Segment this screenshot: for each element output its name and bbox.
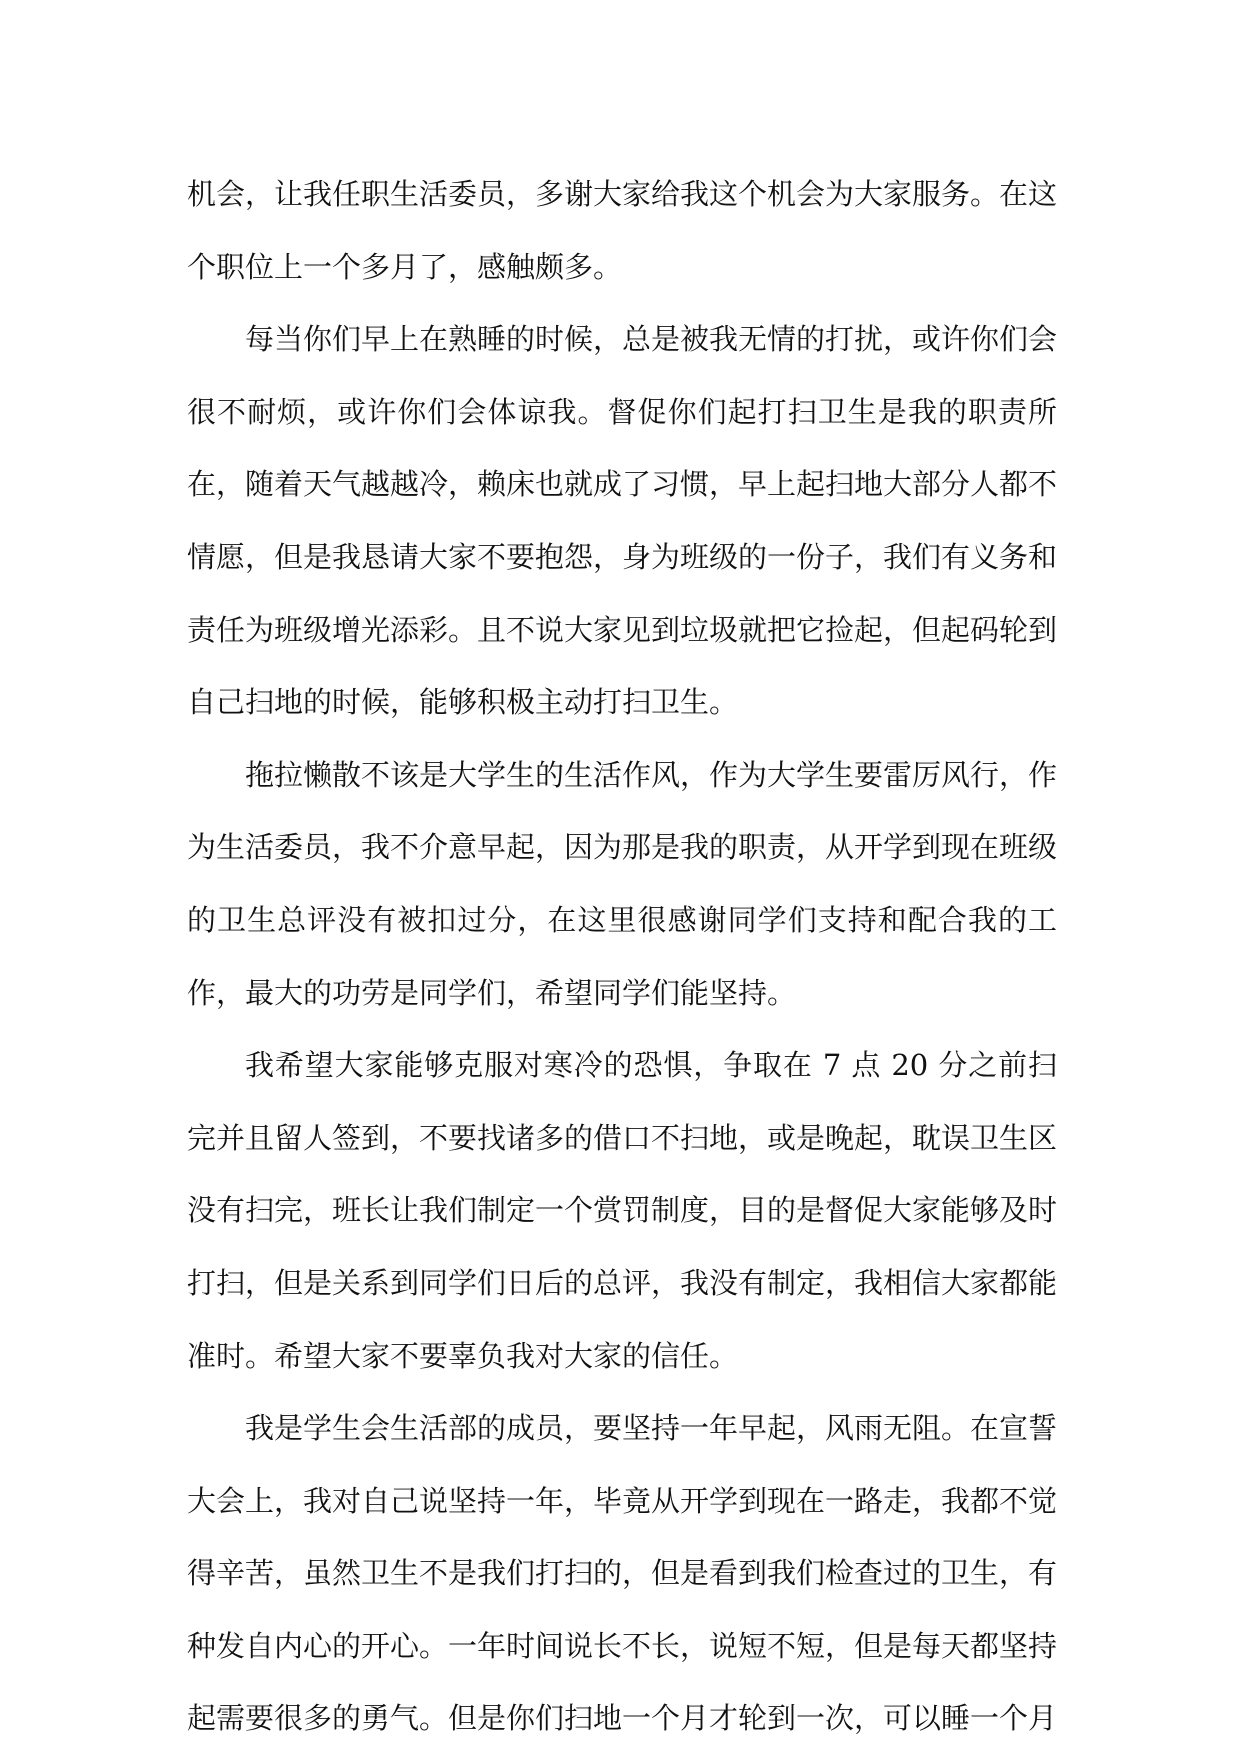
document-body xyxy=(187,158,1057,1755)
paragraph-4: 我希望大家能够克服对寒冷的恐惧，争取在 7 点 20 分之前扫完并且留人签到，不要找诸多的借口不扫地，或是晚起，耽误卫生区没有扫完，班长让我们制定一个赏罚制度，目的是督促大家能够及时打扫，但是关系到同学们日后的总评，我没有制定，我相信大家都能准时。希望大家不要辜负我对大家的信任。 xyxy=(187,1048,1058,1373)
paragraph-1: 机会，让我任职生活委员，多谢大家给我这个机会为大家服务。在这个职位上一个多月了，感触颇多。 xyxy=(187,177,1058,284)
paragraph-2: 每当你们早上在熟睡的时候，总是被我无情的打扰，或许你们会很不耐烦，或许你们会体谅我。督促你们起打扫卫生是我的职责所在，随着天气越越冷，赖床也就成了习惯，早上起扫地大部分人都不情愿，但是我恳请大家不要抱怨，身为班级的一份子，我们有义务和责任为班级增光添彩。且不说大家见到垃圾就把它捡起，但起码轮到自己扫地的时候，能够积极主动打扫卫生。 xyxy=(187,322,1058,720)
paragraph-5: 我是学生会生活部的成员，要坚持一年早起，风雨无阻。在宣誓大会上，我对自己说坚持一年，毕竟从开学到现在一路走，我都不觉得辛苦，虽然卫生不是我们打扫的，但是看到我们检查过的卫生，有种发自内心的开心。一年时间说长不长，说短不短，但是每天都坚持起需要很多的勇气。但是你们扫地一个月才轮到一次，可以睡一个月 xyxy=(187,1411,1058,1736)
paragraph-3: 拖拉懒散不该是大学生的生活作风，作为大学生要雷厉风行，作为生活委员，我不介意早起，因为那是我的职责，从开学到现在班级的卫生总评没有被扣过分，在这里很感谢同学们支持和配合我的工作，最大的功劳是同学们，希望同学们能坚持。 xyxy=(187,757,1058,1010)
